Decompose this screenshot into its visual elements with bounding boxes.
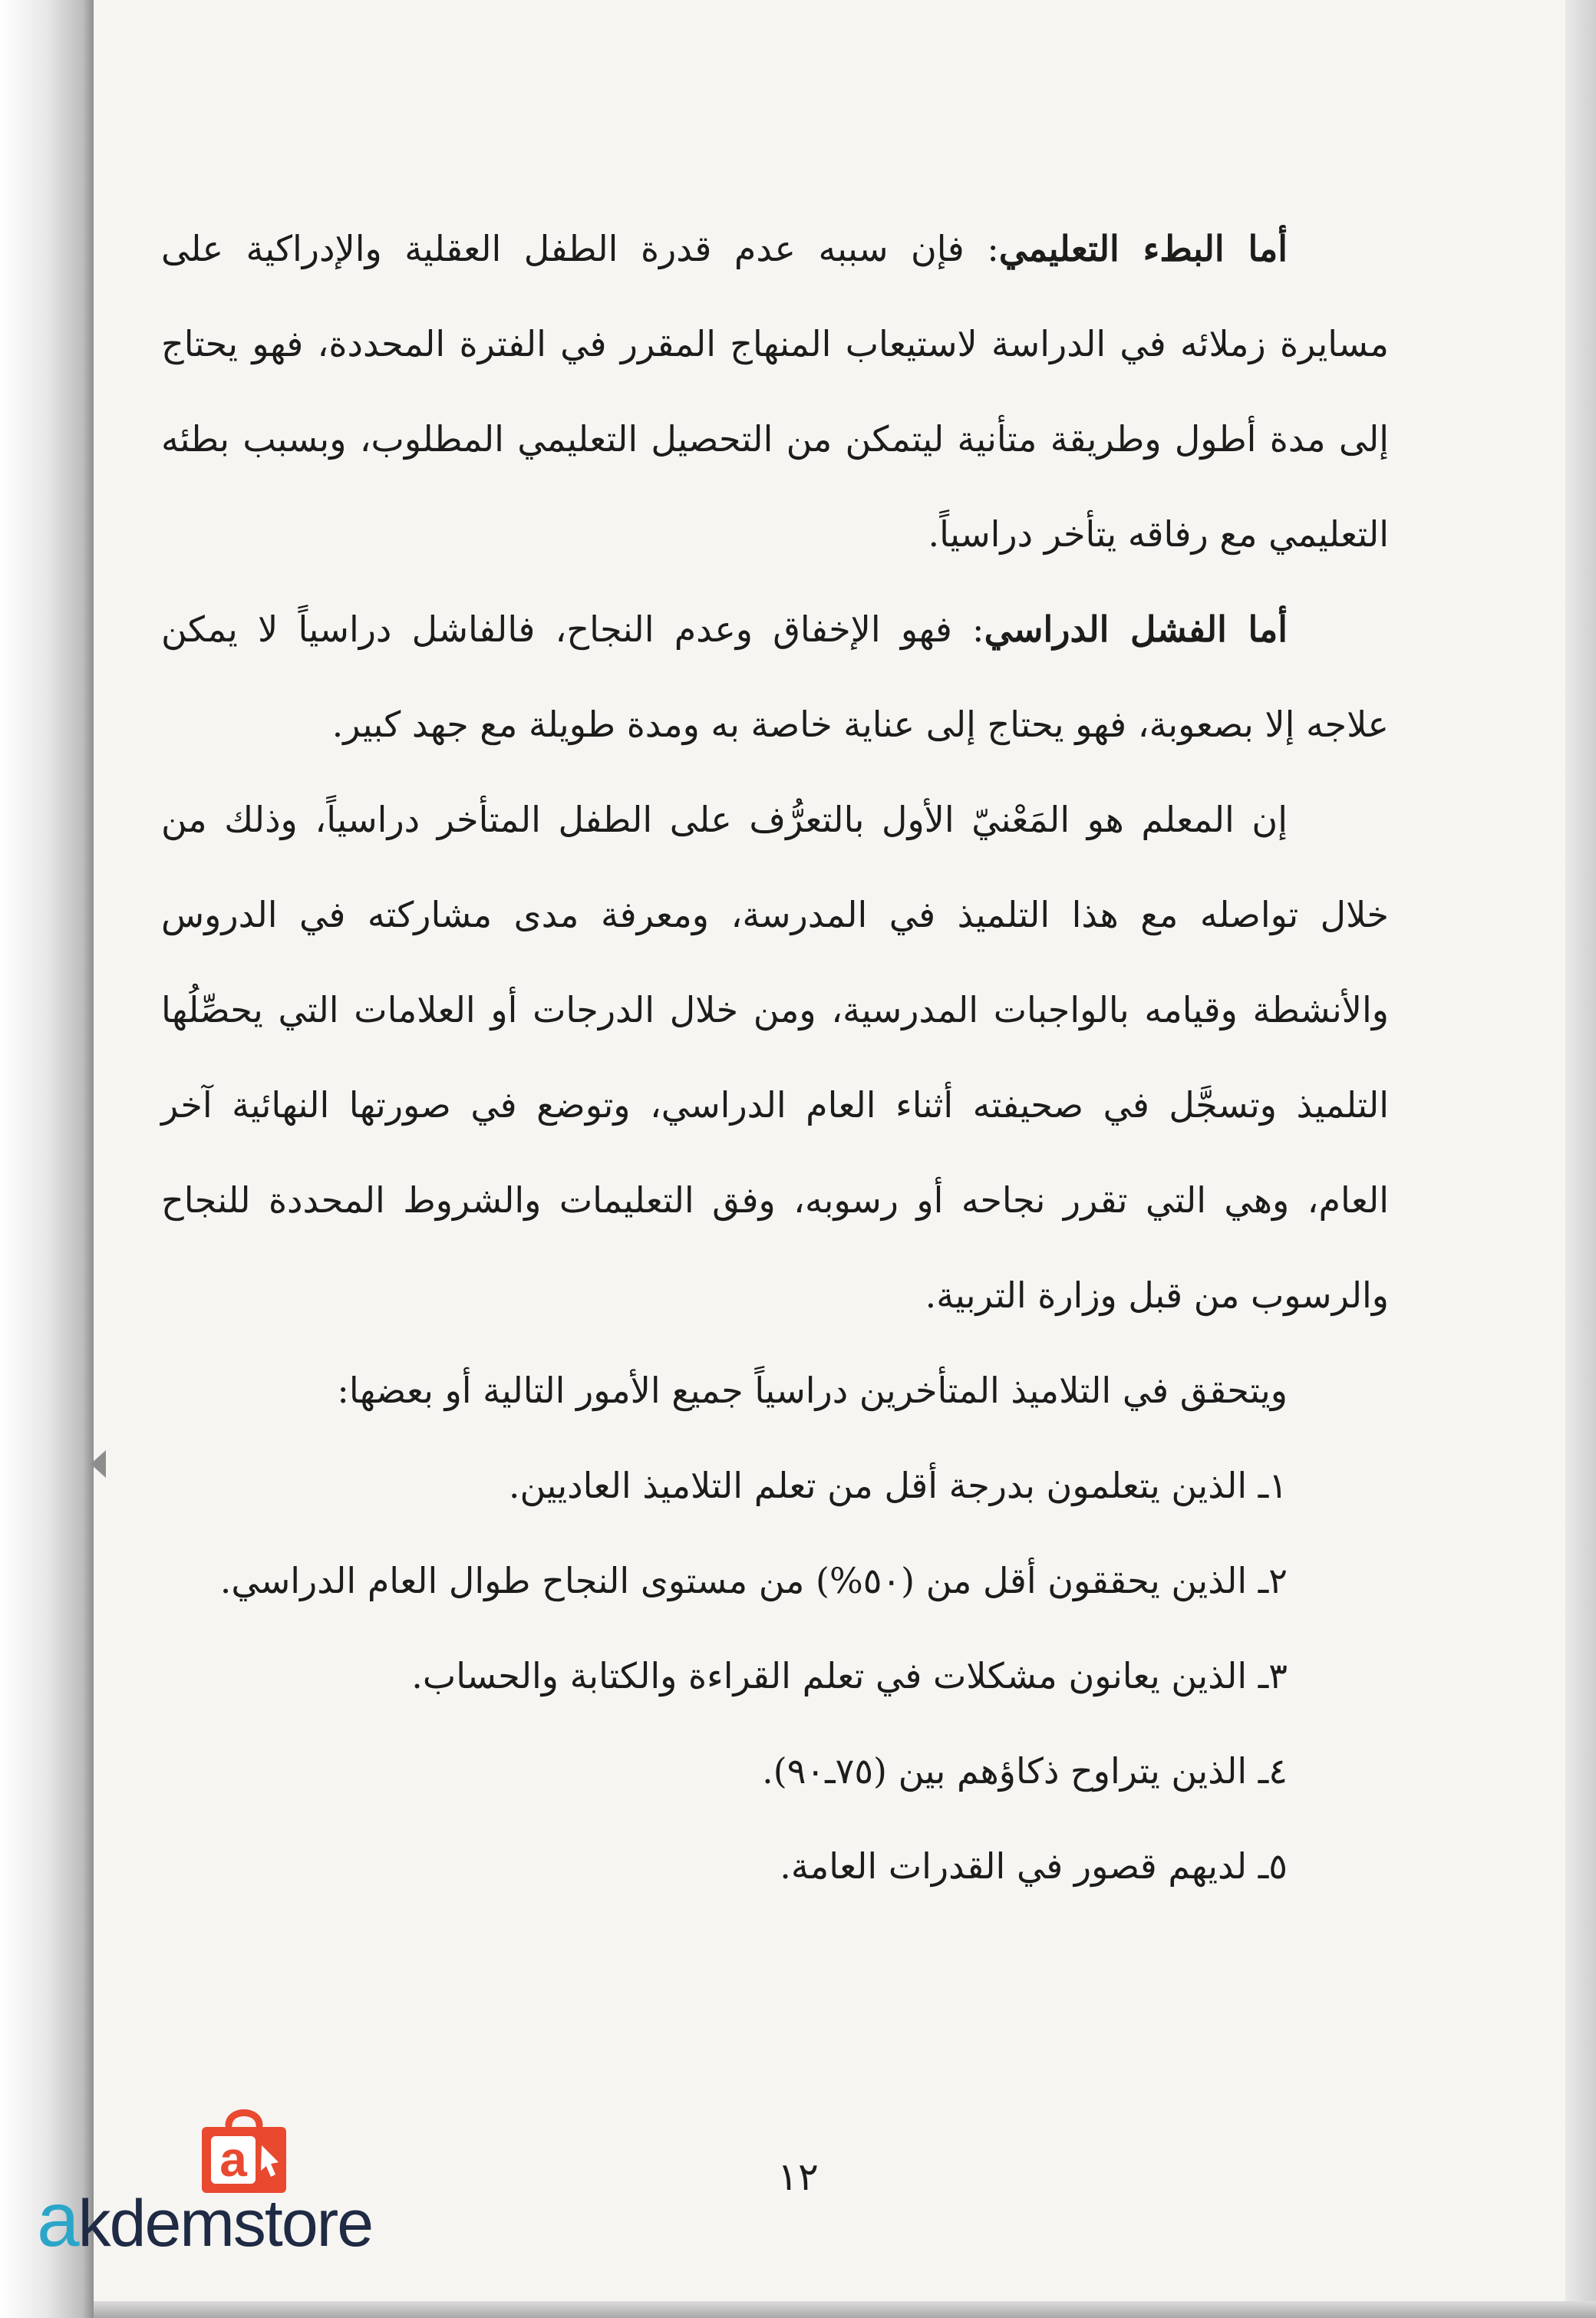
paragraph-slow-learning [161,201,1389,582]
page-body [161,201,1389,1914]
page-number: ١٢ [777,2155,819,2199]
list-item: ٥ـ لديهم قصور في القدرات العامة. [780,1845,1288,1887]
paragraph-school-failure [161,582,1389,772]
list-item: ٤ـ الذين يتراوح ذكاؤهم بين (٧٥ـ٩٠). [762,1750,1288,1792]
paragraph-text: : فإن سببه عدم قدرة الطفل العقلية والإدراكية على مسايرة زملائه في الدراسة لاستيعاب المنهاج المقرر في الفترة المحددة، فهو يحتاج إلى مدة أطول وطريقة متأنية ليتمكن من التحصيل التعليمي المطلوب، وبسبب بطئه التعليمي مع رفاقه يتأخر دراسياً. [161,228,1389,555]
term-slow-learning: أما البطء التعليمي [998,228,1288,269]
term-school-failure: أما الفشل الدراسي [984,608,1288,650]
brand-a-letter: a [37,2177,78,2263]
list-item: ١ـ الذين يتعلمون بدرجة أقل من تعلم التلاميذ العاديين. [508,1465,1288,1506]
scan-edge-bottom [94,2301,1596,2318]
paragraph-text: : فهو الإخفاق وعدم النجاح، فالفاشل دراسياً لا يمكن علاجه إلا بصعوبة، فهو يحتاج إلى عناية خاصة به ومدة طويلة مع جهد كبير. [161,608,1389,745]
paragraph-list-intro [161,1343,1389,1438]
paragraph-text: إن المعلم هو المَعْنيّ الأول بالتعرُّف على الطفل المتأخر دراسياً، وذلك من خلال تواصله مع هذا التلميذ في المدرسة، ومعرفة مدى مشاركته في الدروس والأنشطة وقيامه بالواجبات المدرسية، ومن خلال الدرجات أو العلامات التي يحصِّلُها التلميذ وتسجَّل في صحيفته أثناء العام الدراسي، وتوضع في صورتها النهائية آخر العام، وهي التي تقرر نجاحه أو رسوبه، وفق التعليمات والشروط المحددة للنجاح والرسوب من قبل وزارة التربية. [161,799,1389,1316]
paragraph-text: ويتحقق في التلاميذ المتأخرين دراسياً جميع الأمور التالية أو بعضها: [337,1370,1288,1411]
paragraph-teacher-role [161,772,1389,1343]
list-item: ٢ـ الذين يحققون أقل من (٥٠%) من مستوى النجاح طوال العام الدراسي. [219,1560,1288,1601]
scan-edge-left [0,0,94,2318]
scan-edge-right [1565,0,1596,2318]
akdemstore-watermark [37,2102,467,2263]
list-item: ٣ـ الذين يعانون مشكلات في تعلم القراءة والكتابة والحساب. [411,1655,1288,1696]
brand-wordmark: akdemstore [37,2177,373,2263]
svg-text:a: a [219,2132,247,2187]
